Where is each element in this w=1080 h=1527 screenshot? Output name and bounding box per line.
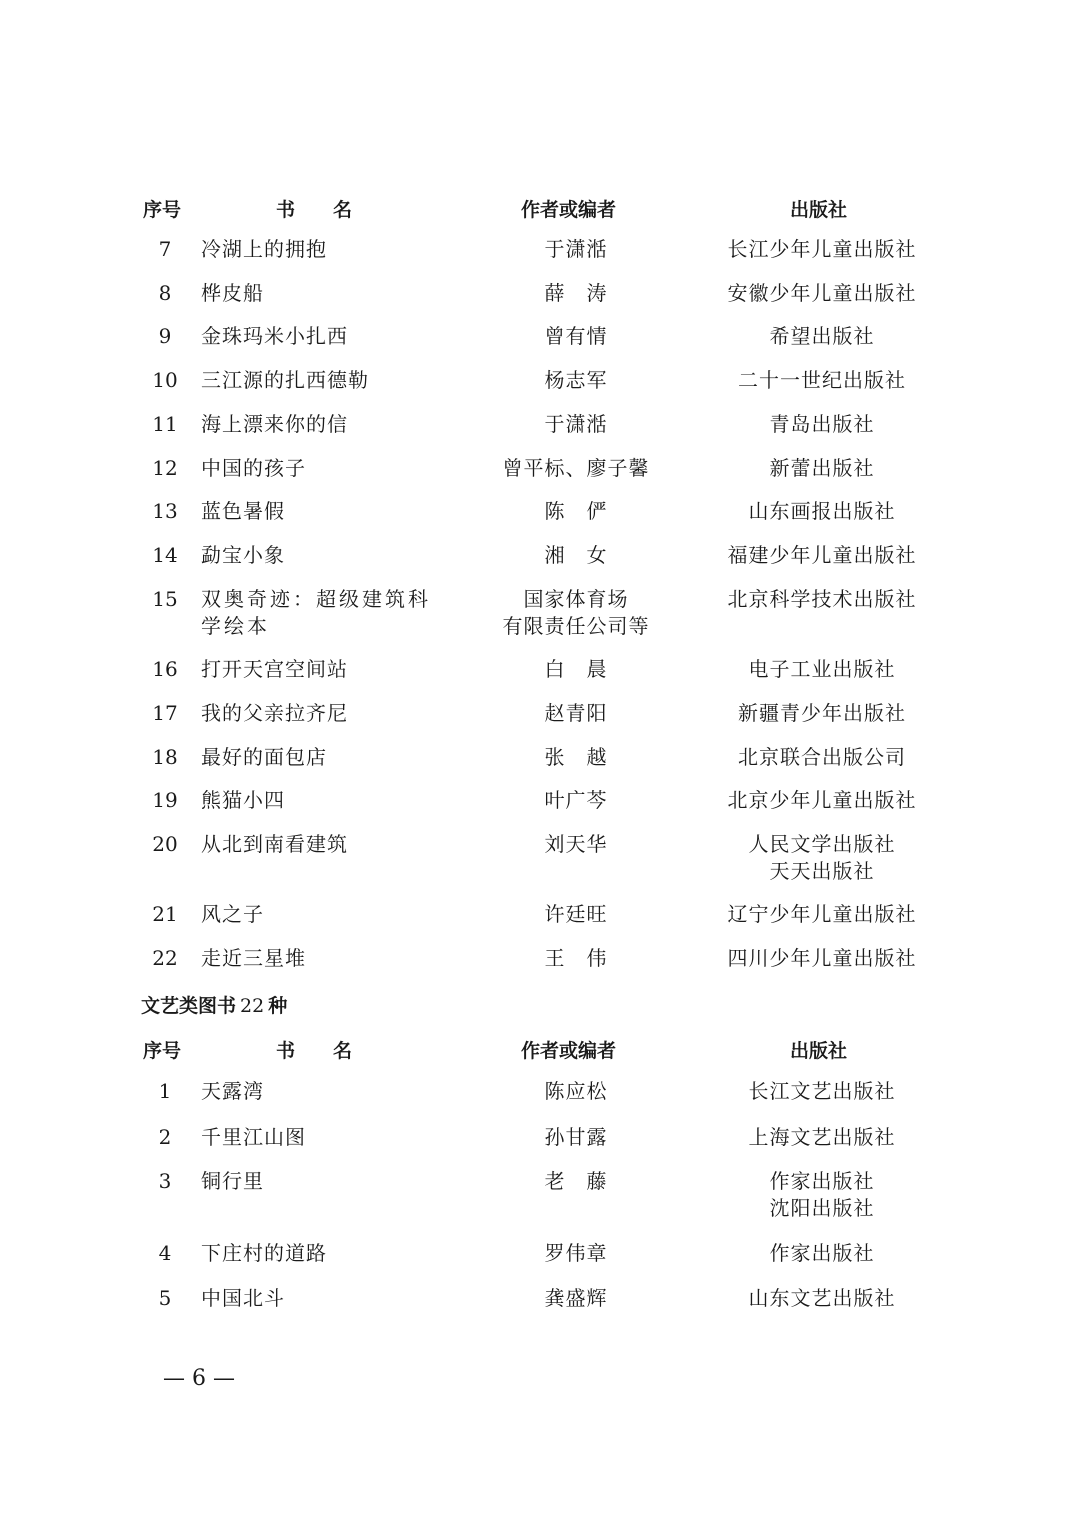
row-number: 8 bbox=[158, 281, 172, 305]
book-title: 中国北斗 bbox=[201, 1286, 285, 1310]
book-title: 千里江山图 bbox=[201, 1125, 306, 1149]
book-publisher-line: 青岛出版社 bbox=[769, 412, 875, 436]
book-publisher-line: 北京联合出版公司 bbox=[738, 745, 906, 769]
row-number: 10 bbox=[152, 368, 178, 392]
row-number: 14 bbox=[152, 543, 178, 567]
book-publisher bbox=[702, 1285, 942, 1312]
book-author: 赵青阳 bbox=[544, 701, 608, 725]
book-title: 最好的面包店 bbox=[201, 745, 327, 769]
book-publisher-line: 人民文学出版社 bbox=[748, 832, 896, 856]
book-title: 蓝色暑假 bbox=[201, 499, 285, 523]
row-number: 5 bbox=[158, 1286, 172, 1310]
header-title: 书 名 bbox=[276, 199, 353, 221]
book-publisher-line: 作家出版社 bbox=[769, 1241, 875, 1265]
book-author: 白 晨 bbox=[544, 657, 608, 681]
book-publisher-line: 安徽少年儿童出版社 bbox=[727, 281, 917, 305]
book-publisher-line: 辽宁少年儿童出版社 bbox=[727, 902, 917, 926]
book-publisher bbox=[702, 1078, 942, 1105]
book-author: 杨志军 bbox=[544, 368, 608, 392]
book-title: 从北到南看建筑 bbox=[201, 832, 348, 856]
book-publisher bbox=[702, 498, 942, 525]
book-publisher-line: 新蕾出版社 bbox=[769, 456, 875, 480]
header-num: 序号 bbox=[143, 199, 182, 221]
book-publisher-line: 上海文艺出版社 bbox=[748, 1125, 896, 1149]
book-publisher bbox=[702, 280, 942, 307]
book-title: 熊猫小四 bbox=[201, 788, 285, 812]
book-publisher bbox=[702, 656, 942, 683]
book-publisher bbox=[702, 1240, 942, 1267]
book-publisher-line: 长江少年儿童出版社 bbox=[727, 237, 917, 261]
book-publisher-line: 山东画报出版社 bbox=[748, 499, 896, 523]
book-author: 曾平标、廖子馨 bbox=[502, 456, 650, 480]
book-publisher bbox=[702, 700, 942, 727]
book-author-line: 有限责任公司等 bbox=[502, 614, 650, 638]
book-title: 打开天宫空间站 bbox=[201, 657, 348, 681]
book-publisher-line: 北京少年儿童出版社 bbox=[727, 788, 917, 812]
book-publisher-line: 希望出版社 bbox=[769, 324, 875, 348]
header-author-2: 作者或编者 bbox=[521, 1040, 617, 1062]
book-publisher-line: 新疆青少年出版社 bbox=[738, 701, 906, 725]
book-publisher-line: 二十一世纪出版社 bbox=[738, 368, 906, 392]
row-number: 17 bbox=[152, 701, 178, 725]
book-title: 我的父亲拉齐尼 bbox=[201, 701, 348, 725]
book-author: 于潇湉 bbox=[544, 412, 608, 436]
book-author: 老 藤 bbox=[544, 1169, 608, 1193]
row-number: 19 bbox=[152, 788, 178, 812]
book-publisher bbox=[702, 586, 942, 613]
section-title-suffix: 种 bbox=[268, 995, 288, 1017]
book-author: 龚盛辉 bbox=[544, 1286, 608, 1310]
book-publisher-line: 长江文艺出版社 bbox=[748, 1079, 896, 1103]
book-title: 冷湖上的拥抱 bbox=[201, 237, 327, 261]
book-title: 双奥奇迹：超级建筑科学绘本 bbox=[201, 587, 431, 638]
book-title: 走近三星堆 bbox=[201, 946, 306, 970]
book-publisher bbox=[702, 411, 942, 438]
book-title: 三江源的扎西德勒 bbox=[201, 368, 369, 392]
row-number: 4 bbox=[158, 1241, 172, 1265]
header-publisher: 出版社 bbox=[790, 199, 848, 221]
book-title: 风之子 bbox=[201, 902, 264, 926]
book-author: 孙甘露 bbox=[544, 1125, 608, 1149]
row-number: 21 bbox=[152, 902, 178, 926]
book-publisher bbox=[702, 1168, 942, 1222]
book-author: 陈 俨 bbox=[544, 499, 608, 523]
header-author: 作者或编者 bbox=[521, 199, 617, 221]
book-title: 桦皮船 bbox=[201, 281, 264, 305]
book-publisher-line: 山东文艺出版社 bbox=[748, 1286, 896, 1310]
row-number: 11 bbox=[152, 412, 178, 436]
book-publisher-line: 北京科学技术出版社 bbox=[727, 587, 917, 611]
book-publisher bbox=[702, 323, 942, 350]
book-publisher-line: 天天出版社 bbox=[769, 859, 875, 883]
row-number: 18 bbox=[152, 745, 178, 769]
book-publisher bbox=[702, 236, 942, 263]
book-publisher bbox=[702, 945, 942, 972]
row-number: 12 bbox=[152, 456, 178, 480]
book-title: 下庄村的道路 bbox=[201, 1241, 327, 1265]
book-author: 曾有情 bbox=[544, 324, 608, 348]
book-author: 罗伟章 bbox=[544, 1241, 608, 1265]
book-title: 海上漂来你的信 bbox=[201, 412, 348, 436]
book-publisher bbox=[702, 831, 942, 885]
page-number: — 6 — bbox=[163, 1366, 235, 1391]
book-publisher bbox=[702, 787, 942, 814]
header-title-2: 书 名 bbox=[276, 1040, 353, 1062]
book-title: 天露湾 bbox=[201, 1079, 264, 1103]
book-author-line: 国家体育场 bbox=[523, 587, 629, 611]
row-number: 16 bbox=[152, 657, 178, 681]
book-author: 刘天华 bbox=[544, 832, 608, 856]
book-publisher-line: 沈阳出版社 bbox=[769, 1196, 875, 1220]
row-number: 3 bbox=[158, 1169, 172, 1193]
book-title: 勐宝小象 bbox=[201, 543, 285, 567]
book-publisher-line: 福建少年儿童出版社 bbox=[727, 543, 917, 567]
book-publisher-line: 四川少年儿童出版社 bbox=[727, 946, 917, 970]
book-publisher bbox=[702, 455, 942, 482]
row-number: 15 bbox=[152, 587, 178, 611]
row-number: 1 bbox=[158, 1079, 172, 1103]
row-number: 7 bbox=[158, 237, 172, 261]
header-publisher-2: 出版社 bbox=[790, 1040, 848, 1062]
book-publisher bbox=[702, 367, 942, 394]
book-author: 叶广芩 bbox=[544, 788, 608, 812]
row-number: 20 bbox=[152, 832, 178, 856]
row-number: 22 bbox=[152, 946, 178, 970]
book-publisher bbox=[702, 744, 942, 771]
book-publisher-line: 电子工业出版社 bbox=[748, 657, 896, 681]
header-num-2: 序号 bbox=[143, 1040, 182, 1062]
book-title: 中国的孩子 bbox=[201, 456, 306, 480]
section-title-prefix: 文艺类图书 bbox=[141, 995, 237, 1017]
book-publisher bbox=[702, 1124, 942, 1151]
book-author: 王 伟 bbox=[544, 946, 608, 970]
book-title: 金珠玛米小扎西 bbox=[201, 324, 348, 348]
row-number: 13 bbox=[152, 499, 178, 523]
book-publisher bbox=[702, 901, 942, 928]
section-title bbox=[141, 991, 287, 1018]
book-title: 铜行里 bbox=[201, 1169, 264, 1193]
book-publisher bbox=[702, 542, 942, 569]
row-number: 9 bbox=[158, 324, 172, 348]
book-author: 湘 女 bbox=[544, 543, 608, 567]
section-title-count: 22 bbox=[240, 995, 265, 1017]
book-author bbox=[476, 586, 676, 640]
book-author: 薛 涛 bbox=[544, 281, 608, 305]
book-author: 张 越 bbox=[544, 745, 608, 769]
row-number: 2 bbox=[158, 1125, 172, 1149]
book-author: 许廷旺 bbox=[544, 902, 608, 926]
book-author: 于潇湉 bbox=[544, 237, 608, 261]
book-publisher-line: 作家出版社 bbox=[769, 1169, 875, 1193]
book-author: 陈应松 bbox=[544, 1079, 608, 1103]
